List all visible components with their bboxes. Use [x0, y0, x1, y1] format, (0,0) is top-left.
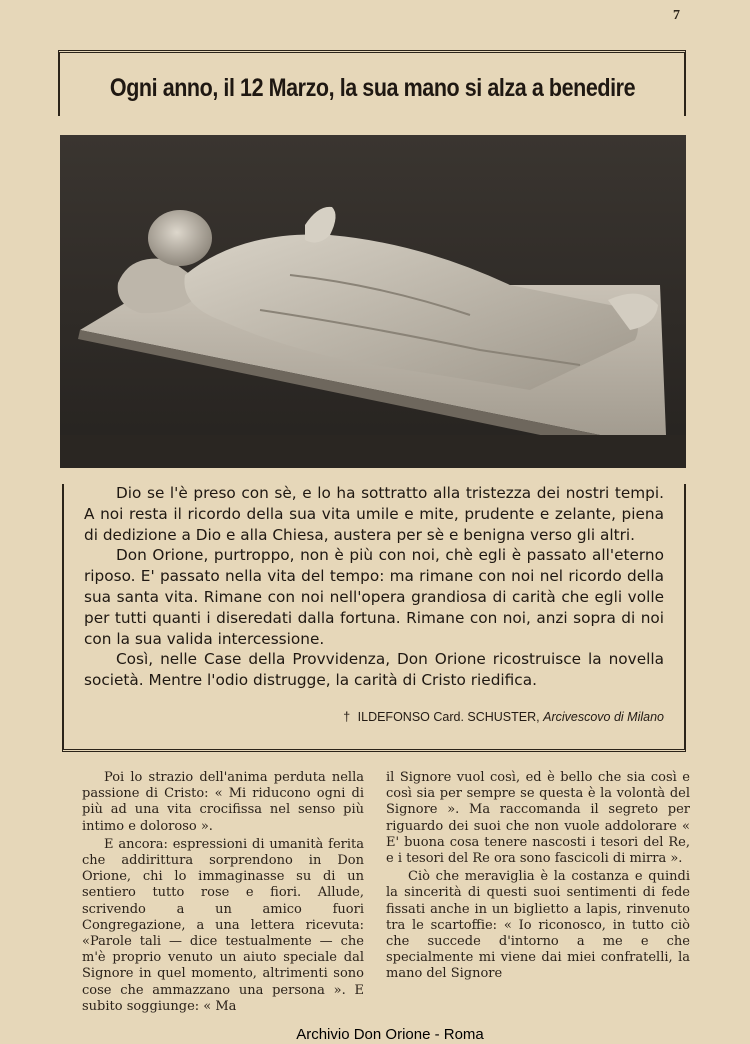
- body-paragraph: il Signore vuol così, ed è bello che sia così e così sia per sempre se questa è la volontà del Signore ». Ma raccomanda il segreto per riguardo dei suoi che non vuole addolorare « E' buona cosa tenere nascosti i tesori del Re, e i tesori del Re ora sono fascicoli di mirra ».: [386, 770, 690, 867]
- quote-text: [84, 483, 664, 691]
- body-paragraph: E ancora: espressioni di umanità ferita che addirittura sorprendono in Don Orione, chi lo immaginasse su di un sentiero tutto rose e fiori. Allude, scrivendo a un amico fuori Congregazione, a una lettera ricevuta: «Parole tali — dice testualmente — che m'è proprio venuto un aiuto speciale dal Signore in quel momento, altrimenti sono cose che ammazzano una persona ». E subito soggiunge: « Ma: [82, 836, 364, 1014]
- signatory-name: ILDEFONSO Card. SCHUSTER,: [357, 710, 540, 724]
- signatory-title: Arcivescovo di Milano: [543, 710, 664, 724]
- headline: Ogni anno, il 12 Marzo, la sua mano si alza a benedire: [109, 74, 636, 102]
- body-column-right: [386, 770, 690, 985]
- photo-recumbent-statue: [60, 135, 686, 468]
- body-paragraph: Ciò che meraviglia è la costanza e quindi la sincerità di questi suoi sentimenti di fede fissati anche in un biglietto a lapis, rinvenuto tra le scartoffie: « Io riconosco, in tutto ciò che succede d'intorno a me e che specialmente mi viene dai miei confratelli, la mano del Signore: [386, 869, 690, 982]
- quote-signature: [240, 710, 664, 724]
- body-paragraph: Poi lo strazio dell'anima perduta nella passione di Cristo: « Mi riducono ogni di più ad una vita crocifissa nel senso più intimo e doloroso ».: [82, 770, 364, 834]
- statue-illustration: [60, 135, 686, 468]
- cross-symbol: †: [343, 710, 351, 724]
- archive-footer: Archivio Don Orione - Roma: [296, 1026, 484, 1043]
- body-column-left: [82, 770, 364, 1017]
- quote-paragraph: Dio se l'è preso con sè, e lo ha sottratto alla tristezza dei nostri tempi. A noi resta il ricordo della sua vita umile e mite, prudente e zelante, piena di dedizione a Dio e alla Chiesa, austera per sè e benigna verso gli altri.: [84, 484, 664, 544]
- quote-paragraph: Così, nelle Case della Provvidenza, Don Orione ricostruisce la novella società. Mentre l'odio distrugge, la carità di Cristo riedifica.: [84, 650, 664, 690]
- statue-head: [148, 210, 212, 266]
- quote-paragraph: Don Orione, purtroppo, non è più con noi, chè egli è passato all'eterno riposo. E' passato nella vita del tempo: ma rimane con noi nel ricordo della sua santa vita. Rimane con noi nell'opera grandiosa di carità che egli volle per tutti quanti i diseredati dalla fortuna. Rimane con noi, anzi sopra di noi con la sua valida intercessione.: [84, 546, 664, 648]
- page-number: 7: [673, 8, 680, 23]
